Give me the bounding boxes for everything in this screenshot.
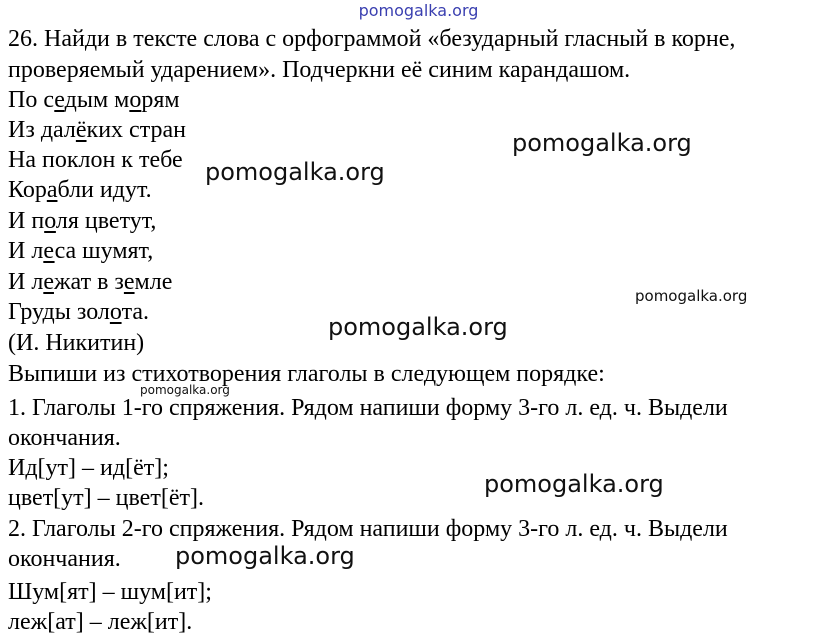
part1-line-2: окончания. (8, 425, 121, 451)
underlined-vowel: е (123, 269, 135, 295)
part1-answer-1: Ид[ут] – ид[ёт]; (8, 455, 169, 481)
watermark: pomogalka.org (512, 129, 692, 157)
text: И п (8, 208, 45, 234)
task-line-2: проверяемый ударением». Подчеркни её синим карандашом. (8, 57, 631, 83)
text: са шумят, (54, 238, 154, 264)
watermark: pomogalka.org (328, 313, 508, 341)
underlined-vowel: е (43, 238, 55, 264)
text: И л (8, 269, 44, 295)
underlined-vowel: о (44, 208, 56, 234)
text: бли идут. (57, 177, 152, 203)
part2-line-2: окончания. (8, 546, 121, 572)
underlined-vowel: а (46, 177, 58, 203)
underlined-vowel: е (43, 269, 54, 295)
text: Кор (8, 177, 47, 203)
poem-author: (И. Никитин) (8, 330, 145, 356)
poem-line-7 (8, 267, 172, 297)
poem-line-3 (8, 145, 183, 175)
part2-answer-2: леж[ат] – леж[ит]. (8, 609, 193, 635)
text: жат в з (53, 269, 124, 295)
underlined-vowel: е (54, 87, 65, 113)
part2-line-1: 2. Глаголы 2-го спряжения. Рядом напиши форму 3-го л. ед. ч. Выдели (8, 516, 728, 542)
watermark: pomogalka.org (484, 470, 664, 498)
watermark: pomogalka.org (140, 383, 230, 397)
text: рям (141, 87, 180, 113)
poem-line-8 (8, 297, 149, 327)
part1-answer-2: цвет[ут] – цвет[ёт]. (8, 485, 204, 511)
text: мле (134, 269, 173, 295)
task-line-1: 26. Найди в тексте слова с орфограммой «безударный гласный в корне, (8, 26, 736, 52)
poem-line-2 (8, 115, 186, 145)
underlined-vowel: о (109, 299, 122, 325)
text: ких стран (86, 117, 186, 143)
poem-line-1 (8, 85, 180, 115)
text: Груды зол (8, 299, 110, 325)
part1-line-1: 1. Глаголы 1-го спряжения. Рядом напиши форму 3-го л. ед. ч. Выдели (8, 395, 728, 421)
poem-line-4 (8, 175, 152, 205)
text: дым м (64, 87, 130, 113)
exercise-intro: Выпиши из стихотворения глаголы в следующем порядке: (8, 361, 605, 387)
watermark-header: pomogalka.org (358, 1, 479, 20)
poem-line-6 (8, 236, 153, 266)
watermark: pomogalka.org (175, 542, 355, 570)
watermark: pomogalka.org (635, 287, 748, 305)
text: Из дал (8, 117, 76, 143)
text: ля цветут, (55, 208, 157, 234)
text: И л (8, 238, 44, 264)
underlined-vowel: о (129, 87, 142, 113)
part2-answer-1: Шум[ят] – шум[ит]; (8, 579, 212, 605)
text: та. (121, 299, 149, 325)
text: По с (8, 87, 55, 113)
underlined-vowel: ё (75, 117, 87, 143)
watermark: pomogalka.org (205, 158, 385, 186)
poem-line-5 (8, 206, 156, 236)
text: На поклон к тебе (8, 147, 183, 173)
